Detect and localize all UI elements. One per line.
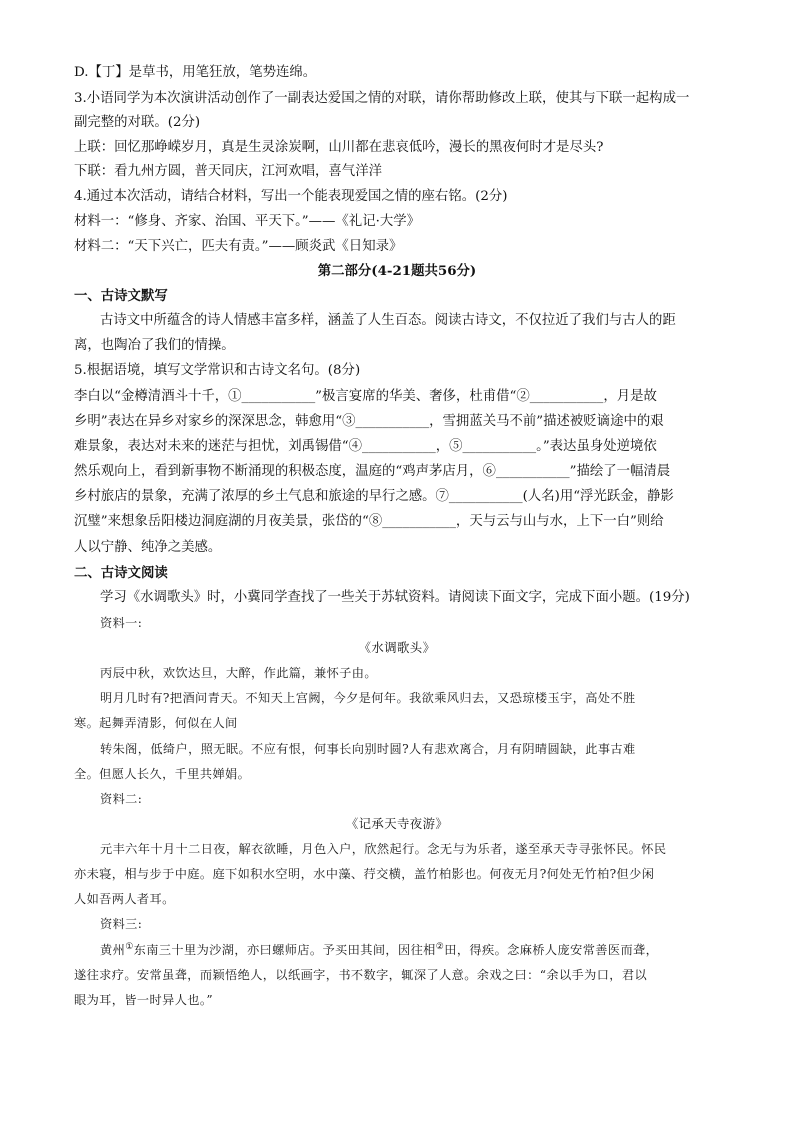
resource-1-title: 《水调歌头》 <box>358 640 436 655</box>
fill-line-2: 乡明”表达在异乡对家乡的深深思念，韩愈用“③___________，雪拥蓝关马不前”描述被贬谪途中的艰 <box>74 414 664 429</box>
section-2-heading: 二、古诗文阅读 <box>74 565 168 581</box>
resource-3-line-1 <box>100 941 726 959</box>
material-2: 材料二：“天下兴亡，匹夫有责。”——顾炎武《日知录》 <box>74 239 403 254</box>
poem-line-3: 转朱阁，低绮户，照无眠。不应有恨，何事长向别时圆?人有悲欢离合，月有阴晴圆缺，此事古难 <box>100 742 636 756</box>
intro-line-1: 古诗文中所蕴含的诗人情感丰富多样，涵盖了人生百态。阅读古诗文，不仅拉近了我们与古人的距 <box>100 313 676 328</box>
resource-3-label: 资料三: <box>100 917 143 931</box>
resource-3-line-3: 眼为耳，皆一时异人也。” <box>74 993 213 1007</box>
material-1: 材料一：“修身、齐家、治国、平天下。”——《礼记·大学》 <box>74 214 421 229</box>
fill-line-6: 沉璧”来想象岳阳楼边洞庭湖的月夜美景，张岱的“⑧___________，天与云与山与水，上下一白”则给 <box>74 514 664 529</box>
question-3-cont: 副完整的对联。(2分) <box>74 115 201 130</box>
reading-task: 学习《水调歌头》时，小冀同学查找了一些关于苏轼资料。请阅读下面文字，完成下面小题。(19分) <box>100 590 690 605</box>
footnote-marker-1: ① <box>125 941 134 952</box>
fill-line-1: 李白以“金樽清酒斗十千，①___________”极言宴席的华美、奢侈，杜甫借“②___________，月是故 <box>74 389 657 404</box>
option-d: D.【丁】是草书，用笔狂放，笔势连绵。 <box>74 65 317 80</box>
fill-line-5: 乡村旅店的景象，充满了浓厚的乡土气息和旅途的早行之感。⑦___________(人名)用“浮光跃金，静影 <box>74 489 674 504</box>
poem-line-1: 明月几时有?把酒问青天。不知天上宫阙，今夕是何年。我欲乘风归去，又恐琼楼玉宇，高处不胜 <box>100 691 636 705</box>
resource-2-title: 《记承天寺夜游》 <box>345 816 449 831</box>
fill-line-3: 难景象，表达对未来的迷茫与担忧，刘禹锡借“④___________，⑤___________。”表达虽身处逆境依 <box>74 439 657 454</box>
part-two-heading: 第二部分(4-21题共56分) <box>317 263 477 279</box>
question-5: 5.根据语境，填写文学常识和古诗文名句。(8分) <box>74 363 361 378</box>
text-segment: 东南三十里为沙湖，亦曰螺师店。予买田其间，因往相 <box>133 943 436 957</box>
lower-couplet: 下联：看九州方圆，普天同庆，江河欢唱，喜气洋洋 <box>74 164 382 179</box>
poem-line-2: 寒。起舞弄清影，何似在人间 <box>74 716 238 730</box>
prose-line-2: 亦未寝，相与步于中庭。庭下如积水空明，水中藻、荇交横，盖竹柏影也。何夜无月?何处无竹柏?但少闲 <box>74 867 655 881</box>
section-1-heading: 一、古诗文默写 <box>74 288 168 304</box>
footnote-marker-2: ② <box>435 941 445 952</box>
prose-line-1: 元丰六年十月十二日夜，解衣欲睡，月色入户，欣然起行。念无与为乐者，遂至承天寺寻张怀民。怀民 <box>100 842 667 856</box>
text-segment: 田，得疾。念麻桥人庞安常善医而聋， <box>444 943 659 957</box>
fill-line-4: 然乐观向上，看到新事物不断涌现的积极态度，温庭的“鸡声茅店月，⑥___________”描绘了一幅清晨 <box>74 464 671 479</box>
fill-line-7: 人以宁静、纯净之美感。 <box>74 540 222 555</box>
text-segment: 黄州 <box>100 943 126 957</box>
resource-2-label: 资料二: <box>100 792 143 806</box>
question-4: 4.通过本次活动，请结合材料，写出一个能表现爱国之情的座右铭。(2分) <box>74 189 508 204</box>
resource-3-line-2: 遂往求疗。安常虽聋，而颖悟绝人，以纸画字，书不数字，辄深了人意。余戏之曰：“余以手为口，君以 <box>74 968 648 982</box>
prose-line-3: 人如吾两人者耳。 <box>74 892 175 906</box>
poem-line-4: 全。但愿人长久，千里共婵娟。 <box>74 767 251 781</box>
question-3: 3.小语同学为本次演讲活动创作了一副表达爱国之情的对联，请你帮助修改上联，使其与下联一起构成一 <box>74 91 690 106</box>
resource-1-label: 资料一: <box>100 616 143 630</box>
upper-couplet: 上联：回忆那峥嵘岁月，真是生灵涂炭啊，山川都在悲哀低吟，漫长的黑夜何时才是尽头? <box>74 140 604 155</box>
poem-preface: 丙辰中秋，欢饮达旦，大醉，作此篇，兼怀子由。 <box>100 666 377 680</box>
intro-line-2: 离，也陶冶了我们的情操。 <box>74 338 235 353</box>
